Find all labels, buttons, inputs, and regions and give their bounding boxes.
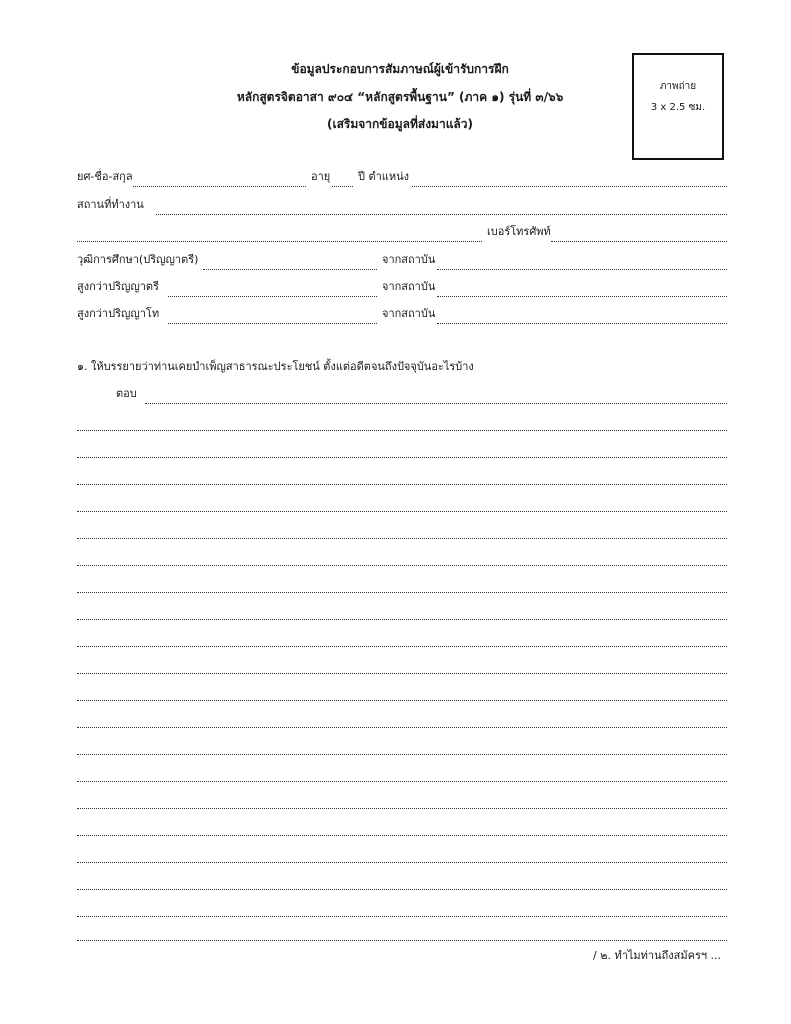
photo-label: ภาพถ่าย [659, 81, 697, 92]
answer-line[interactable] [77, 700, 727, 701]
answer-line[interactable] [77, 484, 727, 485]
above-bachelor-institution-field[interactable] [437, 296, 727, 297]
form-title-line2: หลักสูตรจิตอาสา ๙๐๔ “หลักสูตรพื้นฐาน” (ภาค ๑) รุ่นที่ ๓/๖๖ [236, 90, 564, 104]
above-master-institution-label: จากสถาบัน [382, 307, 436, 320]
above-bachelor-institution-label: จากสถาบัน [382, 280, 436, 293]
workplace-field[interactable] [156, 214, 727, 215]
answer-line[interactable] [77, 538, 727, 539]
answer-line[interactable] [77, 592, 727, 593]
answer-line[interactable] [77, 646, 727, 647]
answer-line[interactable] [77, 808, 727, 809]
position-field[interactable] [412, 186, 727, 187]
answer-line[interactable] [77, 430, 727, 431]
answer-line[interactable] [77, 727, 727, 728]
bachelor-institution-field[interactable] [437, 269, 727, 270]
name-field[interactable] [133, 186, 306, 187]
answer-line[interactable] [77, 619, 727, 620]
age-field[interactable] [332, 186, 353, 187]
bachelor-institution-label: จากสถาบัน [382, 253, 436, 266]
answer-line[interactable] [77, 889, 727, 890]
above-bachelor-label: สูงกว่าปริญญาตรี [77, 280, 159, 293]
answer-line[interactable] [77, 835, 727, 836]
bachelor-label: วุฒิการศึกษา(ปริญญาตรี) [77, 253, 199, 266]
answer-label: ตอบ [116, 387, 137, 400]
bachelor-field[interactable] [203, 269, 377, 270]
answer-line[interactable] [77, 565, 727, 566]
workplace-label: สถานที่ทำงาน [77, 198, 144, 211]
workplace-field-line2[interactable] [77, 241, 482, 242]
continue-note: / ๒. ทำไมท่านถึงสมัครฯ ... [593, 949, 722, 962]
year-position-label: ปี ตำแหน่ง [358, 170, 410, 183]
above-master-institution-field[interactable] [437, 323, 727, 324]
answer-line[interactable] [77, 754, 727, 755]
question-1: ๑. ให้บรรยายว่าท่านเคยบำเพ็ญสาธารณะประโยชน์ ตั้งแต่อดีตจนถึงปัจจุบันอะไรบ้าง [77, 360, 474, 373]
above-master-label: สูงกว่าปริญญาโท [77, 307, 160, 320]
answer-line[interactable] [77, 457, 727, 458]
answer-line[interactable] [77, 862, 727, 863]
answer-line[interactable] [77, 511, 727, 512]
answer-line-first[interactable] [145, 403, 727, 404]
above-bachelor-field[interactable] [168, 296, 377, 297]
answer-line[interactable] [77, 781, 727, 782]
form-title-line3: (เสริมจากข้อมูลที่ส่งมาแล้ว) [326, 117, 474, 131]
form-title-line1: ข้อมูลประกอบการสัมภาษณ์ผู้เข้ารับการฝึก [291, 62, 509, 76]
phone-field[interactable] [551, 241, 727, 242]
photo-placeholder-box [632, 53, 724, 160]
answer-line[interactable] [77, 940, 727, 941]
age-label: อายุ [311, 170, 331, 183]
name-label: ยศ-ชื่อ-สกุล [77, 170, 133, 183]
answer-line[interactable] [77, 673, 727, 674]
above-master-field[interactable] [168, 323, 377, 324]
photo-size: 3 x 2.5 ซม. [650, 102, 706, 113]
answer-line[interactable] [77, 916, 727, 917]
phone-label: เบอร์โทรศัพท์ [487, 225, 551, 238]
